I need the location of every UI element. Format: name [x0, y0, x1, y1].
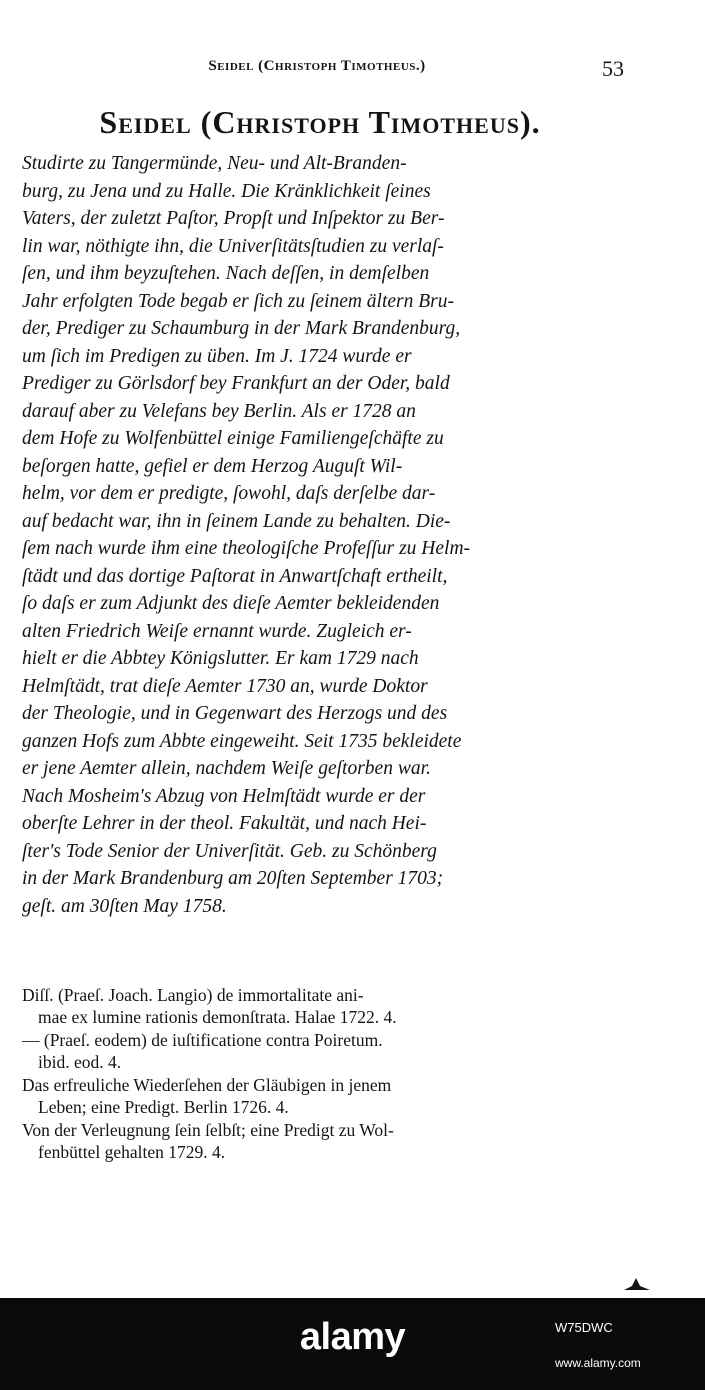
biography-line: um ſich im Predigen zu üben. Im J. 1724 wurde er — [22, 345, 412, 367]
biography-line: burg, zu Jena und zu Halle. Die Kränklichkeit ſeines — [22, 180, 431, 202]
works-list — [22, 985, 617, 1165]
biography-line: Studirte zu Tangermünde, Neu- und Alt-Branden- — [22, 153, 407, 174]
work-entry-line: ibid. eod. 4. — [38, 1051, 122, 1072]
biography-line: geſt. am 30ſten May 1758. — [22, 895, 227, 917]
footer-url: www.alamy.com — [555, 1356, 641, 1370]
biography-line: darauf aber zu Velefans bey Berlin. Als er 1728 an — [22, 400, 416, 422]
biography-line: ſter's Tode Senior der Univerſität. Geb. zu Schönberg — [22, 840, 437, 862]
biography-line: ſen, und ihm beyzuſtehen. Nach deſſen, in demſelben — [22, 263, 430, 284]
biography-line: oberſte Lehrer in der theol. Fakultät, und nach Hei- — [22, 813, 427, 834]
page-corner-mark — [622, 1274, 652, 1292]
work-entry-line: fenbüttel gehalten 1729. 4. — [38, 1141, 226, 1162]
biography-line: Prediger zu Görlsdorf bey Frankfurt an der Oder, bald — [22, 373, 450, 394]
biography-line: alten Friedrich Weiſe ernannt wurde. Zugleich er- — [22, 620, 412, 642]
biography-line: der Theologie, und in Gegenwart des Herzogs und des — [22, 703, 448, 724]
biography-line: ganzen Hofs zum Abbte eingeweiht. Seit 1735 bekleidete — [22, 730, 462, 752]
work-entry-line: Das erfreuliche Wiederſehen der Gläubigen in jenem — [22, 1075, 392, 1095]
running-head: Seidel (Christoph Timotheus.) — [208, 58, 426, 74]
work-entry-line: Leben; eine Predigt. Berlin 1726. 4. — [38, 1096, 289, 1117]
alamy-logo: alamy — [299, 1316, 406, 1358]
biography-line: dem Hofe zu Wolfenbüttel einige Familiengeſchäfte zu — [22, 428, 444, 449]
biography-line: Helmſtädt, trat dieſe Aemter 1730 an, wurde Doktor — [22, 675, 428, 697]
biography-line: lin war, nöthigte ihn, die Univerſitätsſtudien zu verlaſ- — [22, 235, 444, 257]
biography-text — [22, 150, 612, 920]
biography-line: ſo daſs er zum Adjunkt des dieſe Aemter bekleidenden — [22, 593, 440, 614]
biography-line: der, Prediger zu Schaumburg in der Mark Brandenburg, — [22, 318, 461, 339]
biography-line: helm, vor dem er predigte, ſowohl, daſs derſelbe dar- — [22, 483, 436, 504]
biography-line: er jene Aemter allein, nachdem Weiſe geſtorben war. — [22, 758, 431, 779]
work-entry-line: Von der Verleugnung ſein ſelbſt; eine Predigt zu Wol- — [22, 1120, 394, 1140]
work-entry-line: Diſſ. (Praeſ. Joach. Langio) de immortalitate ani- — [22, 985, 364, 1005]
biography-line: ſem nach wurde ihm eine theologiſche Profeſſur zu Helm- — [22, 538, 471, 559]
biography-line: ſtädt und das dortige Paſtorat in Anwartſchaft ertheilt, — [22, 565, 448, 587]
biography-line: hielt er die Abbtey Königslutter. Er kam 1729 nach — [22, 648, 419, 669]
image-id: W75DWC — [555, 1320, 613, 1335]
entry-heading: Seidel (Christoph Timotheus). — [99, 104, 541, 140]
watermark-footer — [0, 1298, 705, 1390]
biography-line: Vaters, der zuletzt Paſtor, Propſt und Inſpektor zu Ber- — [22, 208, 445, 229]
work-entry-line: mae ex lumine rationis demonſtrata. Halae 1722. 4. — [38, 1006, 397, 1027]
biography-line: beſorgen hatte, gefiel er dem Herzog Auguſt Wil- — [22, 455, 403, 477]
biography-line: Jahr erfolgten Tode begab er ſich zu ſeinem ältern Bru- — [22, 290, 455, 312]
page-number: 53 — [602, 56, 624, 81]
biography-line: in der Mark Brandenburg am 20ſten September 1703; — [22, 868, 444, 889]
biography-line: auf bedacht war, ihn in ſeinem Lande zu behalten. Die- — [22, 510, 451, 532]
biography-line: Nach Mosheim's Abzug von Helmſtädt wurde er der — [22, 785, 426, 807]
work-entry-line: — (Praeſ. eodem) de iuſtificatione contra Poiretum. — [22, 1030, 383, 1050]
